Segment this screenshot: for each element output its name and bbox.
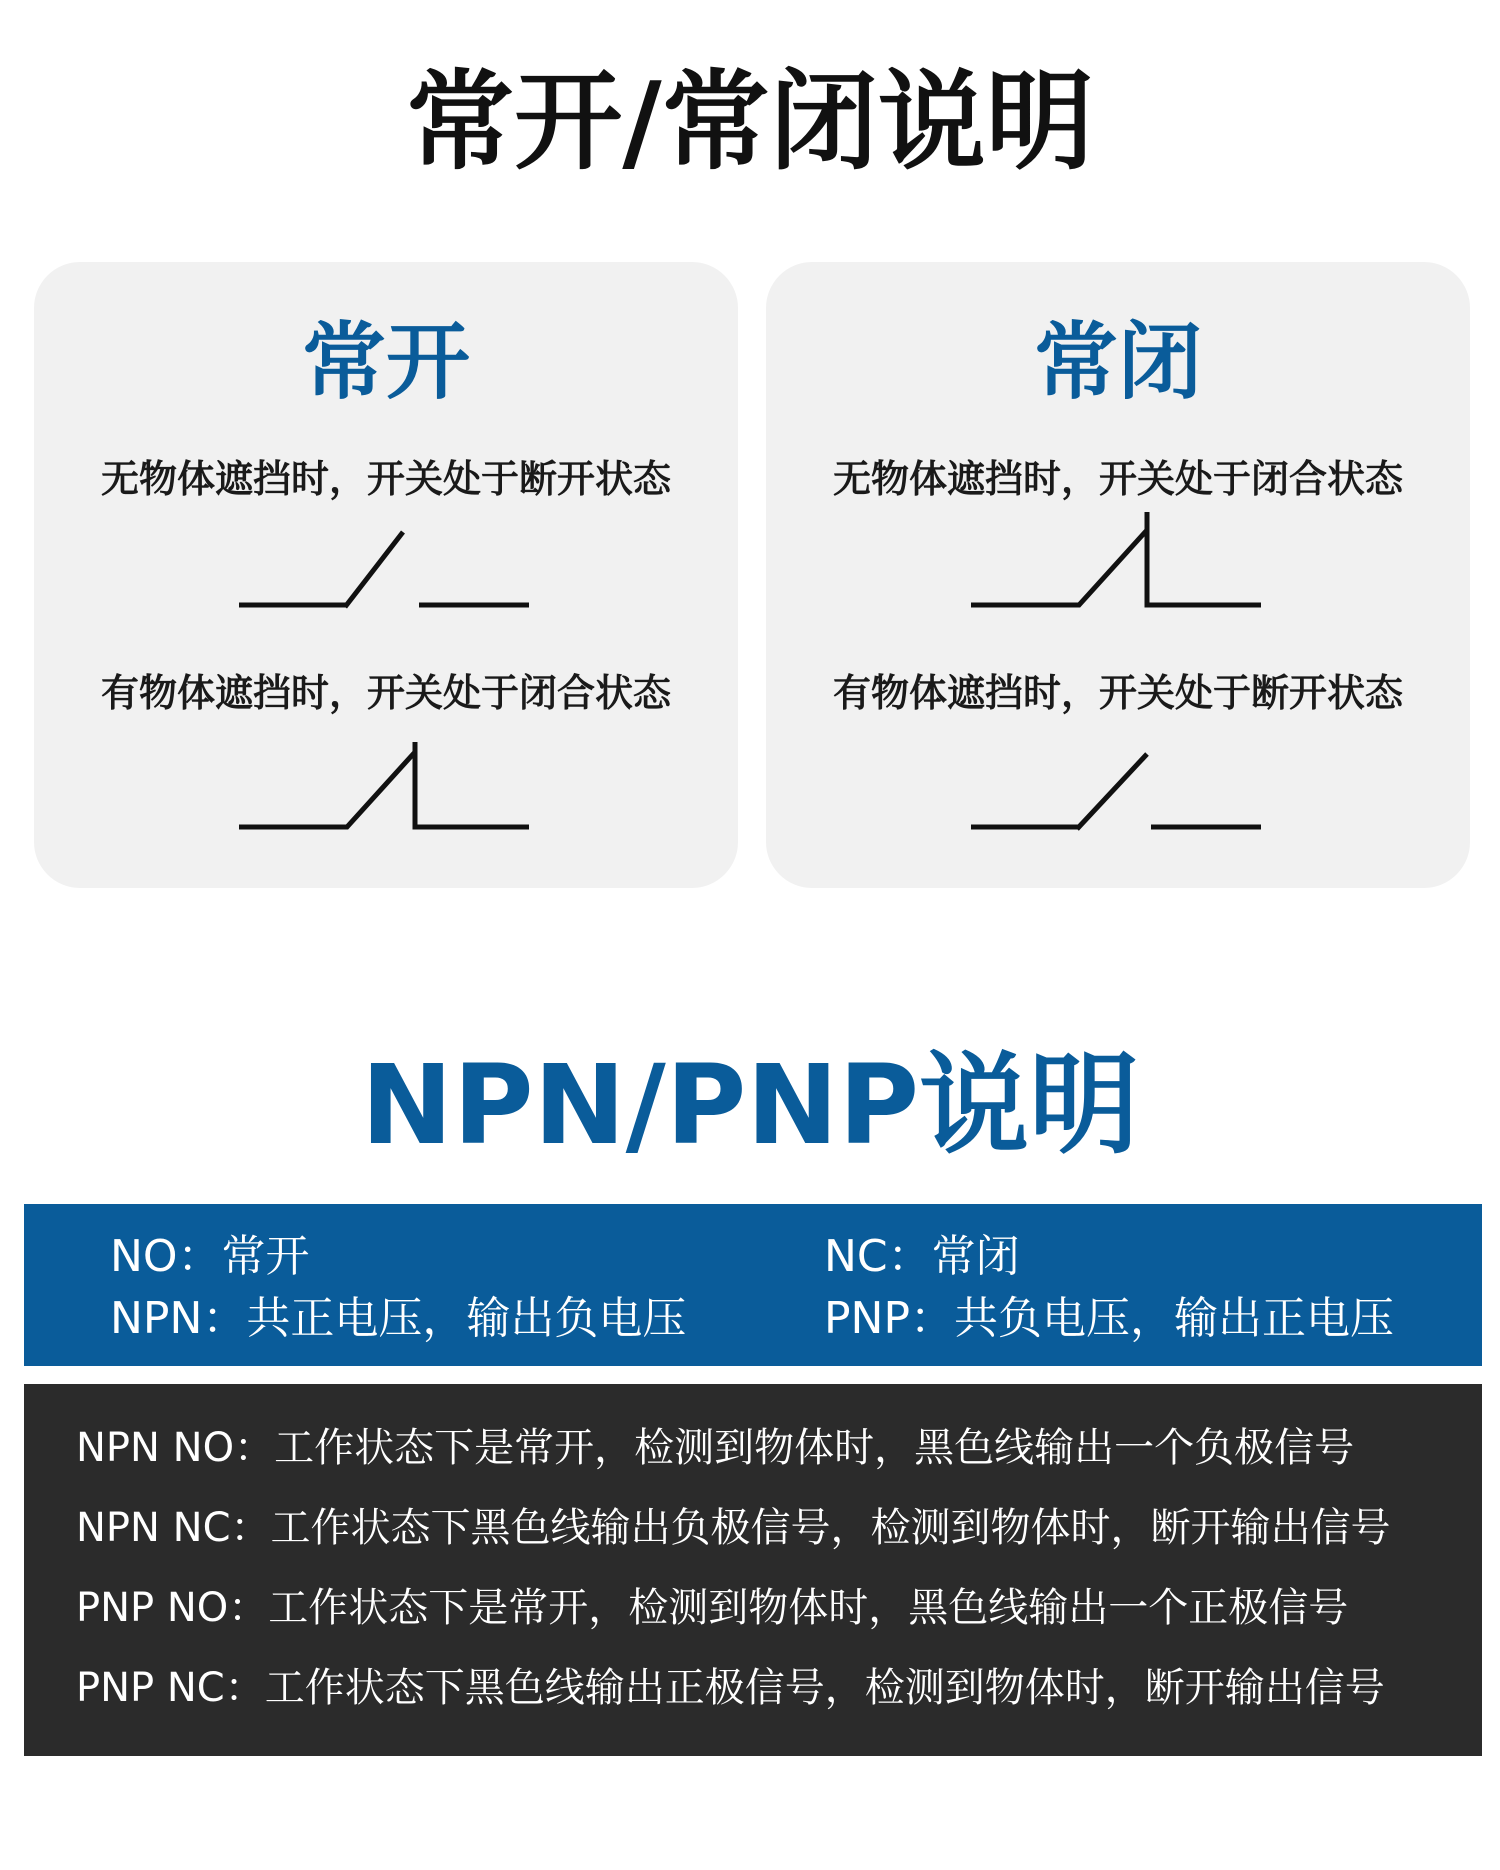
rule-pnp-nc: PNP NC：工作状态下黑色线输出正极信号，检测到物体时，断开输出信号: [76, 1665, 1385, 1711]
card-normally-closed: [766, 262, 1470, 888]
open-switch-symbol-icon: [971, 734, 1261, 844]
card-normally-open: [34, 262, 738, 888]
open-switch-symbol-icon: [239, 512, 529, 622]
legend-npn: NPN：共正电压，输出负电压: [110, 1293, 687, 1344]
closed-switch-symbol-icon: [971, 512, 1261, 622]
rules-list: [76, 1408, 1466, 1728]
closed-switch-symbol-icon: [239, 734, 529, 844]
legend-nc: NC：常闭: [824, 1231, 1020, 1282]
rule-npn-nc: NPN NC：工作状态下黑色线输出负极信号，检测到物体时，断开输出信号: [76, 1505, 1391, 1551]
no-desc-blocked: 有物体遮挡时，开关处于闭合状态: [100, 671, 671, 715]
legend-pnp: PNP：共负电压，输出正电压: [824, 1293, 1394, 1344]
rules-band: [24, 1384, 1482, 1756]
main-title: 常开/常闭说明: [406, 60, 1094, 185]
no-desc-unblocked: 无物体遮挡时，开关处于断开状态: [100, 457, 671, 501]
rule-pnp-no: PNP NO：工作状态下是常开，检测到物体时，黑色线输出一个正极信号: [76, 1585, 1349, 1631]
nc-desc-blocked: 有物体遮挡时，开关处于断开状态: [832, 671, 1403, 715]
card-title-normally-closed: 常闭: [1033, 313, 1202, 411]
legend-no: NO：常开: [110, 1231, 310, 1282]
legend-band: [24, 1204, 1482, 1366]
rule-npn-no: NPN NO：工作状态下是常开，检测到物体时，黑色线输出一个负极信号: [76, 1425, 1355, 1471]
legend-right-column: [824, 1226, 1394, 1350]
legend-left-column: [110, 1226, 686, 1350]
section-title-npn-pnp: NPN/PNP说明: [360, 1041, 1140, 1169]
card-title-normally-open: 常开: [301, 313, 470, 411]
nc-desc-unblocked: 无物体遮挡时，开关处于闭合状态: [832, 457, 1403, 501]
